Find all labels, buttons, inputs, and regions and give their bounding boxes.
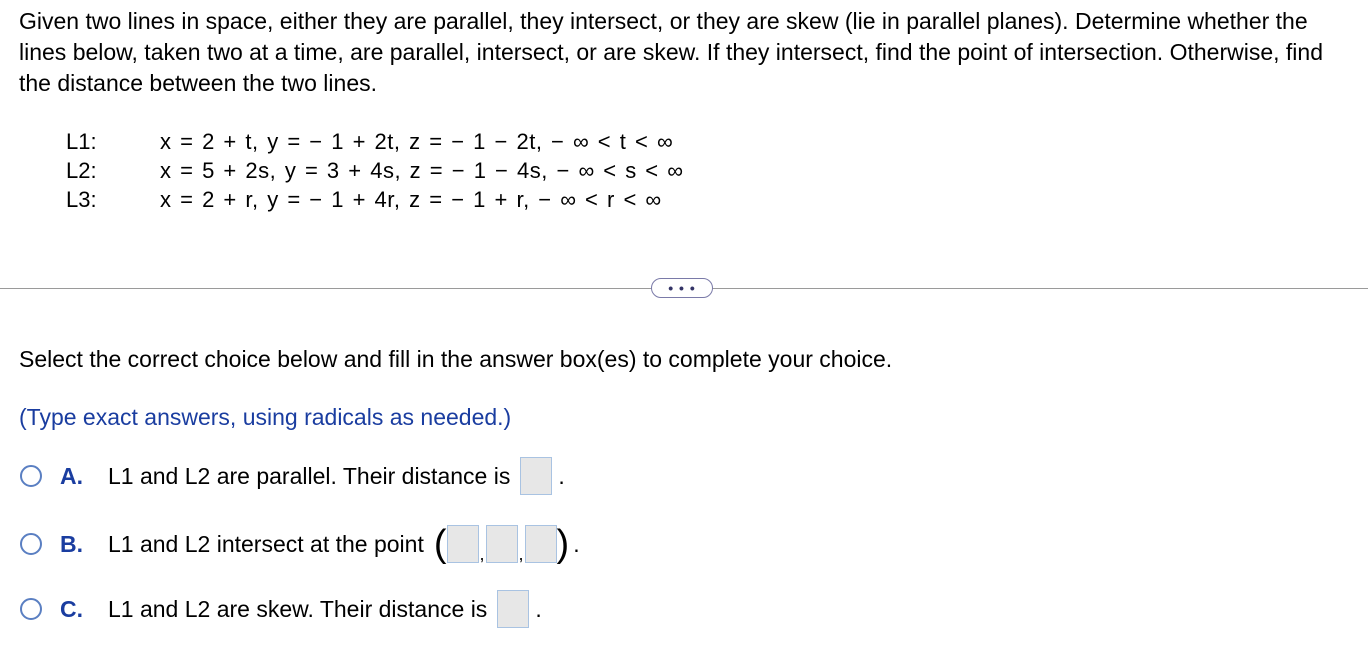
choice-b[interactable] bbox=[20, 525, 580, 563]
point-y-answer-box[interactable] bbox=[486, 525, 518, 563]
period: . bbox=[573, 530, 580, 557]
choice-c[interactable] bbox=[20, 590, 542, 628]
choice-text: L1 and L2 are parallel. Their distance is bbox=[108, 462, 511, 489]
line-equation: x = 2 + t, y = − 1 + 2t, z = − 1 − 2t, − ∞ < t < ∞ bbox=[160, 128, 674, 154]
line-row-l1 bbox=[66, 127, 683, 156]
line-label: L2: bbox=[66, 157, 97, 183]
distance-answer-box-c[interactable] bbox=[497, 590, 529, 628]
choice-a[interactable] bbox=[20, 457, 565, 495]
choice-letter: A. bbox=[60, 462, 83, 489]
choice-text: L1 and L2 are skew. Their distance is bbox=[108, 595, 488, 622]
choice-letter: C. bbox=[60, 595, 83, 622]
choice-letter: B. bbox=[60, 530, 83, 557]
hint-text: (Type exact answers, using radicals as needed.) bbox=[19, 404, 512, 430]
choice-text: L1 and L2 intersect at the point bbox=[108, 530, 424, 557]
radio-button-c[interactable] bbox=[20, 598, 42, 620]
radio-button-b[interactable] bbox=[20, 533, 42, 555]
line-row-l3 bbox=[66, 185, 683, 214]
line-equation: x = 5 + 2s, y = 3 + 4s, z = − 1 − 4s, − ∞ < s < ∞ bbox=[160, 157, 684, 183]
line-label: L1: bbox=[66, 128, 97, 154]
point-x-answer-box[interactable] bbox=[447, 525, 479, 563]
close-paren: ) bbox=[556, 523, 570, 565]
distance-answer-box-a[interactable] bbox=[520, 457, 552, 495]
line-label: L3: bbox=[66, 186, 97, 212]
comma: , bbox=[479, 543, 485, 564]
radio-button-a[interactable] bbox=[20, 465, 42, 487]
line-equation: x = 2 + r, y = − 1 + 4r, z = − 1 + r, − ∞ < r < ∞ bbox=[160, 186, 662, 212]
problem-statement: Given two lines in space, either they are parallel, they intersect, or they are skew (lie in parallel planes). Determine whether the lines below, taken two at a time, are parallel, intersect, or are skew. If they intersect, find the point of intersection. Otherwise, find the distance between the two lines. bbox=[19, 8, 1323, 96]
expand-more-button[interactable]: • • • bbox=[651, 278, 713, 298]
line-equations bbox=[66, 127, 683, 214]
instruction-text: Select the correct choice below and fill in the answer box(es) to complete your choice. bbox=[19, 346, 893, 372]
open-paren: ( bbox=[433, 523, 447, 565]
comma: , bbox=[518, 543, 524, 564]
line-row-l2 bbox=[66, 156, 683, 185]
point-z-answer-box[interactable] bbox=[525, 525, 557, 563]
period: . bbox=[558, 462, 565, 489]
period: . bbox=[535, 595, 542, 622]
